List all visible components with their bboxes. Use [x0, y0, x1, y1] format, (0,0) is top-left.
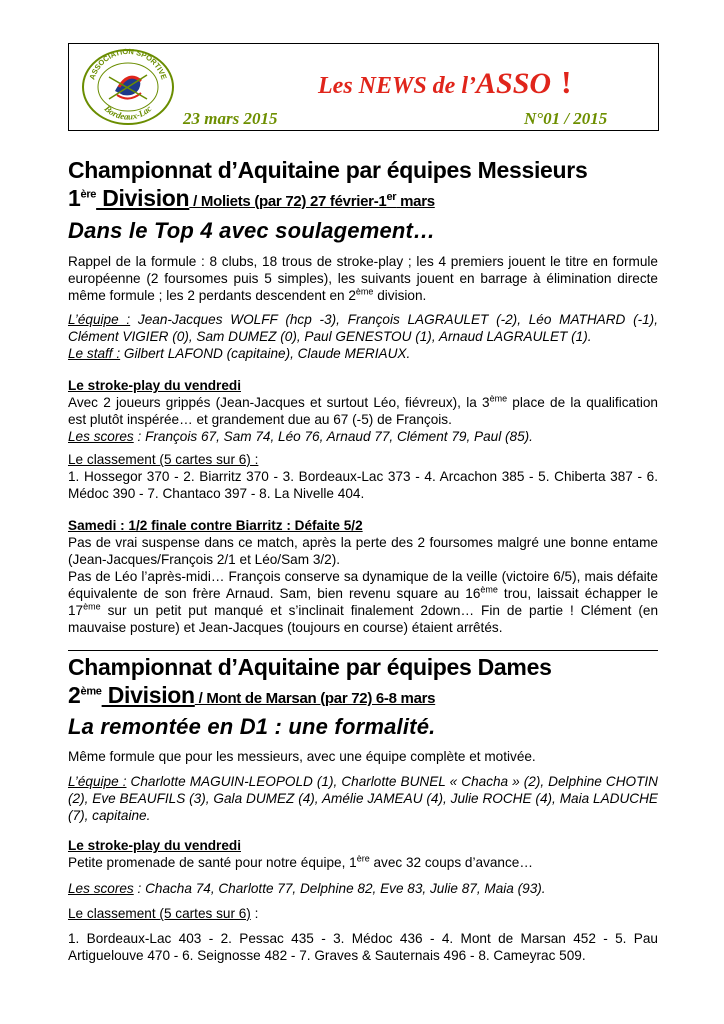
scores-text: : Chacha 74, Charlotte 77, Delphine 82, Eve 83, Julie 87, Maia (93).	[133, 881, 546, 896]
men-saturday-paragraph-2	[68, 568, 658, 636]
issue-number: N°01 / 2015	[524, 109, 608, 128]
women-team-paragraph	[68, 773, 658, 824]
division-sup: ème	[80, 685, 102, 698]
men-saturday-paragraph-1: Pas de vrai suspense dans ce match, après la perte des 2 foursomes malgré une bonne entame (Jean-Jacques/François 2/1 et Léo/Sam 3/2).	[68, 535, 658, 567]
rules-text-end: division.	[373, 288, 427, 303]
women-tagline: La remontée en D1 : une formalité.	[68, 714, 436, 739]
division-place: / Moliets (par 72) 27 février-1	[189, 193, 387, 210]
scores-text: : François 67, Sam 74, Léo 76, Arnaud 77, Clément 79, Paul (85).	[133, 429, 533, 444]
stroke-text: Petite promenade de santé pour notre équipe, 1	[68, 855, 357, 870]
stroke-text: Avec 2 joueurs grippés (Jean-Jacques et surtout Léo, fiévreux), la 3	[68, 395, 490, 410]
men-stroke-heading: Le stroke-play du vendredi	[68, 378, 241, 393]
ranking-label-text: Le classement (5 cartes sur 6) :	[68, 452, 259, 467]
svg-text:ASSOCIATION SPORTIVE: ASSOCIATION SPORTIVE	[87, 47, 169, 81]
team-text: Charlotte MAGUIN-LEOPOLD (1), Charlotte BUNEL « Chacha » (2), Delphine CHOTIN (2), Eve BEAUFILS (3), Gala DUMEZ (4), Amélie JAMEAU (4), Julie ROCHE (4), Maia LADUCHE (7), capitaine.	[68, 774, 658, 823]
stroke-text-end: avec 32 coups d’avance…	[369, 855, 533, 870]
team-label: L’équipe :	[68, 774, 127, 789]
saturday-sup-1: ème	[480, 584, 498, 595]
men-team-paragraph	[68, 311, 658, 345]
men-saturday-heading: Samedi : 1/2 finale contre Biarritz : Défaite 5/2	[68, 518, 363, 533]
division-sup: ère	[80, 188, 97, 201]
men-division-line	[68, 185, 435, 212]
men-tagline: Dans le Top 4 avec soulagement…	[68, 218, 436, 243]
men-ranking-label	[68, 451, 658, 468]
newsletter-title	[318, 64, 572, 101]
men-staff-paragraph	[68, 345, 658, 362]
rules-text: Rappel de la formule : 8 clubs, 18 trous de stroke-play ; les 4 premiers jouent le titre en formule européenne (2 foursomes puis 5 simples), les suivants jouent en barrage à élimination directe même formule ; les 2 perdants descendent en 2	[68, 254, 658, 303]
men-stroke-paragraph	[68, 394, 658, 428]
men-ranking-text: 1. Hossegor 370 - 2. Biarritz 370 - 3. Bordeaux-Lac 373 - 4. Arcachon 385 - 5. Chiberta 387 - 6. Médoc 390 - 7. Chantaco 397 - 8. La Nivelle 404.	[68, 469, 658, 501]
team-text: Jean-Jacques WOLFF (hcp -3), François LAGRAULET (-2), Léo MATHARD (-1), Clément VIGIER (0), Sam DUMEZ (0), Paul GENESTOU (1), Arnaud LAGRAULET (1).	[68, 312, 658, 344]
saturday-text-b: trou, laissait échapper le 17	[68, 586, 659, 618]
saturday-text-a: Pas de Léo l’après-midi… François conserve sa dynamique de la veille (victoire 6/5), mais défaite équivalente de son frère Arnaud. Sam, bien revenu square au 16	[68, 569, 658, 601]
saturday-text-c: sur un petit put manqué et s’inclinait finalement 2down… Fin de partie ! Clément (en mauvaise posture) et Jean-Jacques (toujours en course) étaient arrêtés.	[68, 603, 658, 635]
women-stroke-heading: Le stroke-play du vendredi	[68, 838, 241, 853]
title-asso: ASSO	[476, 67, 552, 100]
division-place-end: mars	[396, 193, 435, 210]
title-exclamation: !	[561, 64, 572, 100]
issue-date: 23 mars 2015	[183, 109, 278, 128]
men-section-title: Championnat d’Aquitaine par équipes Messieurs	[68, 157, 588, 183]
section-divider	[68, 650, 658, 651]
division-place: / Mont de Marsan (par 72) 6-8 mars	[194, 690, 436, 707]
rules-sup: ème	[355, 286, 374, 297]
ranking-colon: :	[250, 906, 259, 921]
saturday-sup-2: ème	[83, 601, 101, 612]
ranking-label-text: Le classement (5 cartes sur 6)	[68, 906, 251, 921]
division-word: Division	[96, 185, 190, 211]
svg-text:Bordeaux-Lac: Bordeaux-Lac	[102, 103, 154, 122]
men-rules-paragraph	[68, 253, 658, 304]
women-scores-line	[68, 880, 658, 897]
stroke-text-end: place de la qualification est plutôt inspérée… et grandement due au 67 (-5) de François.	[68, 395, 658, 427]
division-number: 2	[68, 682, 81, 708]
staff-text: Gilbert LAFOND (capitaine), Claude MERIAUX.	[120, 346, 411, 361]
stroke-sup: ère	[356, 853, 370, 864]
men-scores-line	[68, 428, 658, 445]
women-intro: Même formule que pour les messieurs, avec une équipe complète et motivée.	[68, 749, 536, 764]
women-ranking-text: 1. Bordeaux-Lac 403 - 2. Pessac 435 - 3. Médoc 436 - 4. Mont de Marsan 452 - 5. Pau Artiguelouve 470 - 6. Seignosse 482 - 7. Graves & Sauternais 496 - 8. Cameyrac 509.	[68, 931, 658, 963]
women-section-title: Championnat d’Aquitaine par équipes Dames	[68, 654, 552, 680]
women-ranking-label	[68, 905, 658, 922]
scores-label: Les scores	[68, 429, 134, 444]
staff-label: Le staff :	[68, 346, 121, 361]
stroke-sup: ème	[489, 393, 508, 404]
women-stroke-paragraph	[68, 854, 658, 871]
division-number: 1	[68, 185, 81, 211]
scores-label: Les scores	[68, 881, 134, 896]
title-prefix: Les NEWS de l’	[318, 73, 476, 99]
women-division-line	[68, 682, 435, 709]
division-word: Division	[101, 682, 195, 708]
team-label: L’équipe :	[68, 312, 131, 327]
division-place-sup: er	[386, 191, 397, 203]
club-logo	[79, 47, 177, 127]
